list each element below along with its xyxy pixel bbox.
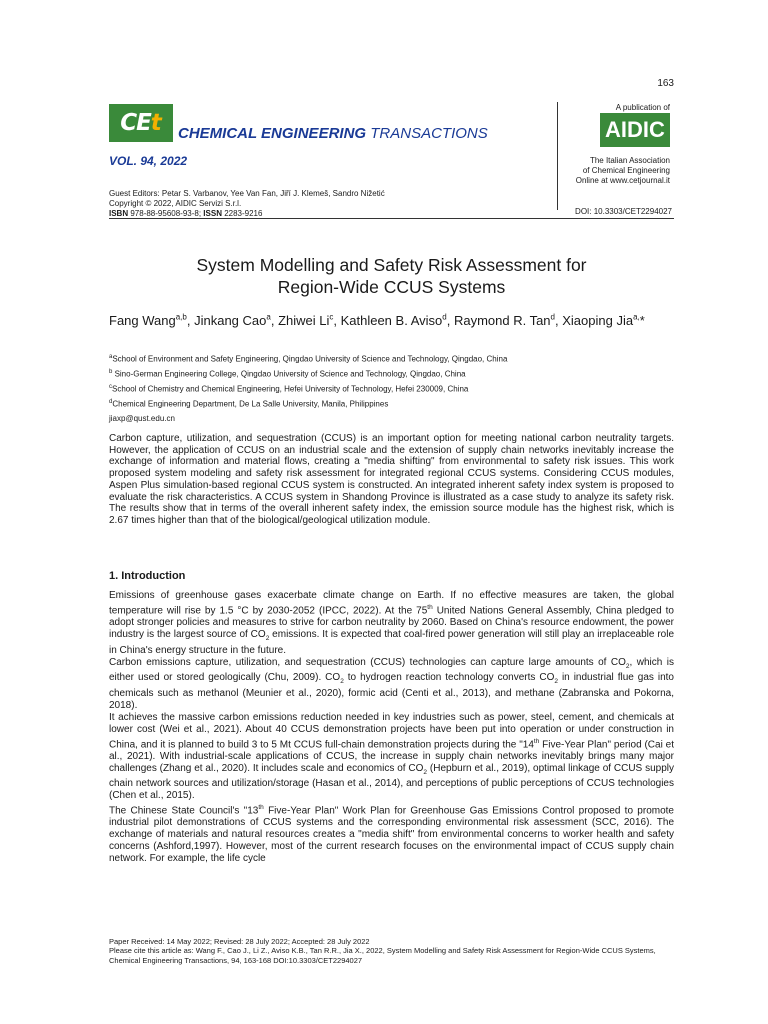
paragraph: Carbon emissions capture, utilization, and sequestration (CCUS) technologies can capture large amounts of $CO_2$, which is either used or stored geologically (Chu, 2009). $CO_2$ to hydrogen reaction technology converts $CO_2$ in industrial flue gas into chemicals such as methanol (Meunier et al., 2020), formic acid (Centi et al., 2013), and methane (Zabranska and Pokorna, 2018). [109,656,675,712]
affiliation: $^b$ Sino-German Engineering College, Qingdao University of Science and Technology, Qingdao, China [109,369,466,379]
affiliation: $^a$School of Environment and Safety Engineering, Qingdao University of Science and Technology, Qingdao, China [109,354,508,364]
assoc-website[interactable]: Online at www.cetjournal.it [575,176,670,185]
paragraph: It achieves the massive carbon emissions reduction needed in key industries such as power, steel, cement, and chemicals at lower cost (Wei et al., 2021). About 40 CCUS demonstration projects have been put into operation or under construction in China, and it is planned to build 3 to 5 Mt CCUS full-chain demonstration projects during the "14th Five-Year Plan" period (Cai et al., 2021). With industrial-scale applications of CCUS, the increase in supply chain networks inevitably brings many major challenges (Zhang et al., 2020). It includes scale and economics of $CO_2$ (Hepburn et al., 2019), optimal linkage of CCUS supply chain network sources and utilization/storage (Hasan et al., 2014), and perceptions of public perceptions of CCUS technologies (Chen et al., 2015). [109,711,674,802]
dates-received: Paper Received: 14 May 2022; Revised: 28 July 2022; Accepted: 28 July 2022 [109,937,370,946]
author: Jinkang Cao$^a$, [194,313,279,329]
guest-editors: Guest Editors: Petar S. Varbanov, Yee Van Fan, Jiří J. Klemeš, Sandro Nižetić [109,189,385,198]
assoc-line: of Chemical Engineering [582,166,670,175]
issn-label: ISSN [203,209,222,218]
title-line: Region-Wide CCUS Systems [277,277,506,297]
logo-t-text: t [150,110,162,136]
corresponding-email[interactable]: jiaxp@qust.edu.cn [109,413,175,423]
header-rule [109,218,674,219]
isbn-label: ISBN [109,209,129,218]
abstract: Carbon capture, utilization, and sequestration (CCUS) is an important option for meeting national carbon neutrality targets. However, the application of CCUS on an industrial scale and the extension of supply chain networks inevitably increase the exchange of information and material flows, creating a "media shifting" from environmental to safety risk issues. This work proposed system modeling and safety risk assessment for integrated regional CCUS systems. Considering CCUS modules, Aspen Plus simulation-based regional CCUS system is constructed. An integrated inherent safety index system is proposed to evaluate the risk characteristics. A CCUS system in Shandong Province is illustrated as a case study to analyze its safety risk. The results show that in terms of the overall inherent safety index, the emission source module has the highest risk, which is 2.67 times higher than that of the biological/geological utilization module. [109,433,674,526]
logo-main-text: CE [120,110,151,136]
association-info [576,156,670,186]
journal-name-bold: CHEMICAL ENGINEERING [178,125,367,142]
cet-logo [109,104,173,142]
paragraph: Emissions of greenhouse gases exacerbate climate change on Earth. If no effective measures are taken, the global temperature will rise by 1.5 °C by 2030-2052 (IPCC, 2022). At the 75th United Nations General Assembly, China pledged to adopt stronger policies and measures to strive for carbon neutrality by 2060. Based on China's resource endowment, the power industry is the largest source of $CO_2$ emissions. It is expected that coal-fired power generation will still play an irreplaceable role in China's energy structure in the future. [109,590,675,656]
page-footer [109,937,674,965]
author: Raymond R. Tan$^d$, [453,313,563,329]
title-line: System Modelling and Safety Risk Assessment for [196,255,587,275]
header-divider [557,102,558,210]
copyright: Copyright © 2022, AIDIC Servizi S.r.l. [109,199,242,208]
author: Xiaoping Jia$^{a,}$* [562,313,645,329]
author: Zhiwei Li$^c$, [278,313,341,329]
page-number: 163 [657,78,674,89]
editors-block [109,189,385,219]
body-text [109,590,674,865]
affiliations [109,351,674,425]
author-list [109,307,674,331]
doi[interactable]: DOI: 10.3303/CET2294027 [575,207,672,216]
section-heading: 1. Introduction [109,570,186,582]
assoc-line: The Italian Association [589,156,670,165]
journal-name-light: TRANSACTIONS [370,125,488,142]
publication-of: A publication of [615,103,670,112]
affiliation: $^c$School of Chemistry and Chemical Engineering, Hefei University of Technology, Hefei 230009, China [109,384,469,394]
affiliation: $^d$Chemical Engineering Department, De La Salle University, Manila, Philippines [109,399,389,410]
citation: Please cite this article as: Wang F., Cao J., Li Z., Aviso K.B., Tan R.R., Jia X., 2022, System Modelling and Safety Risk Assessment for Region-Wide CCUS Systems, Chemical Engineering Transactions, 94, 163-168 DOI:10.3303/CET2294027 [109,946,656,965]
isbn-value: 978-88-95608-93-8; [128,209,204,218]
paper-title [109,254,674,298]
issn-value: 2283-9216 [221,209,263,218]
aidic-logo: AIDIC [600,113,670,147]
author: Kathleen B. Aviso$^d$, [340,313,454,329]
author: Fang Wang$^{a,b}$, [109,313,195,329]
journal-name [178,125,488,142]
paragraph: The Chinese State Council's "13th Five-Year Plan" Work Plan for Greenhouse Gas Emissions Control proposed to promote industrial pilot demonstrations of CCUS systems and the corresponding environmental risk assessment (SCC, 2016). The exchange of materials and natural resources creates a "media shift" from environmental concerns to worker health and safety concerns (Ashford,1997). However, most of the current research focuses on the environmental impact of CCUS supply chain network. For example, the life cycle [109,804,674,864]
volume-label: VOL. 94, 2022 [109,154,188,168]
